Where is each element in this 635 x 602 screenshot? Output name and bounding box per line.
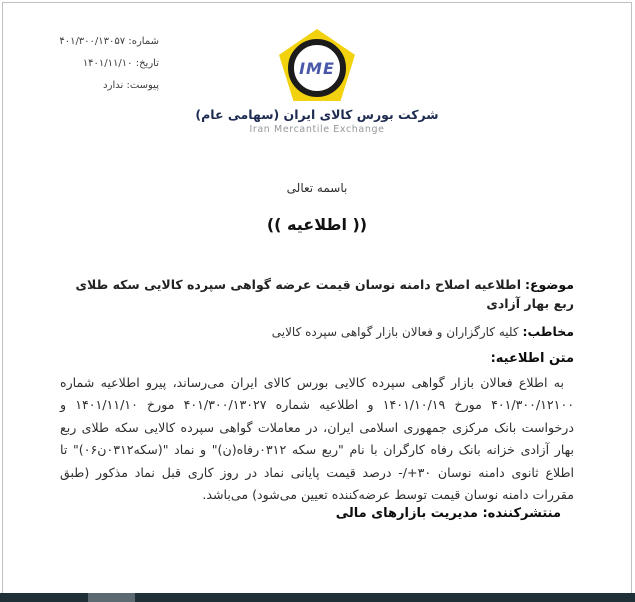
window-bottom-edge [0, 593, 635, 602]
audience-label: مخاطب: [522, 324, 574, 339]
letter-date-label: تاریخ: [135, 58, 159, 69]
letter-attachment-row [19, 75, 159, 97]
logo-ring [288, 39, 346, 97]
letter-page [2, 2, 632, 593]
publisher-line [336, 506, 561, 521]
letter-date-row [19, 53, 159, 75]
publisher-text: مدیریت بازارهای مالی [335, 506, 478, 521]
company-name-fa: شرکت بورس کالای ایران (سهامی عام) [195, 107, 439, 122]
letterhead-meta-block [19, 31, 159, 97]
subject-label: موضوع: [524, 277, 574, 292]
letter-number-value: ۴۰۱/۳۰۰/۱۳۰۵۷ [59, 36, 126, 47]
horizontal-scrollbar-thumb[interactable] [88, 593, 135, 602]
letter-number-row [19, 31, 159, 53]
ime-emblem-icon [277, 27, 357, 103]
subject-line [60, 275, 574, 313]
company-name-en: Iran Mercantile Exchange [249, 124, 385, 135]
letter-attachment-label: پیوست: [126, 80, 159, 91]
letter-attachment-value: ندارد [103, 80, 124, 91]
publisher-label: منتشرکننده: [482, 506, 561, 521]
logo-monogram: IME [299, 58, 335, 78]
audience-text: کلیه کارگزاران و فعالان بازار گواهی سپرده کالایی [271, 325, 519, 339]
besmele-line: باسمه تعالی [286, 181, 348, 195]
audience-line [60, 322, 574, 342]
body-label: متن اطلاعیه: [490, 351, 574, 366]
notice-title: (( اطلاعیه )) [266, 215, 368, 234]
subject-text: اطلاعیه اصلاح دامنه نوسان قیمت عرضه گواهی سپرده کالایی سکه طلای ربع بهار آزادی [75, 277, 574, 311]
ime-logo [187, 27, 447, 135]
body-paragraph: به اطلاع فعالان بازار گواهی سپرده کالایی بورس کالای ایران می‌رساند، پیرو اطلاعیه شماره ۴۰۱/۳۰۰/۱۲۱۰۰ مورخ ۱۴۰۱/۱۰/۱۹ و اطلاعیه شماره ۴۰۱/۳۰۰/۱۳۰۲۷ مورخ ۱۴۰۱/۱۱/۱۰ و درخواست بانک مرکزی جمهوری اسلامی ایران، در معاملات گواهی سپرده کالایی سکه طلای ربع بهار آزادی خزانه بانک رفاه کارگران با نام "ربع سکه ۰۳۱۲رفاه(ن)" و نماد "(سکه۰۳۱۲ن۰۶)" تا اطلاع ثانوی دامنه نوسان ۳۰+/- درصد قیمت پایانی نماد در روز کاری قبل نماد مذکور (طبق مقررات دامنه نوسان قیمت توسط عرضه‌کننده تعیین می‌شود) می‌باشد. [60, 375, 574, 503]
letter-content [60, 275, 574, 506]
letter-number-label: شماره: [128, 36, 159, 47]
letter-date-value: ۱۴۰۱/۱۱/۱۰ [82, 58, 133, 69]
